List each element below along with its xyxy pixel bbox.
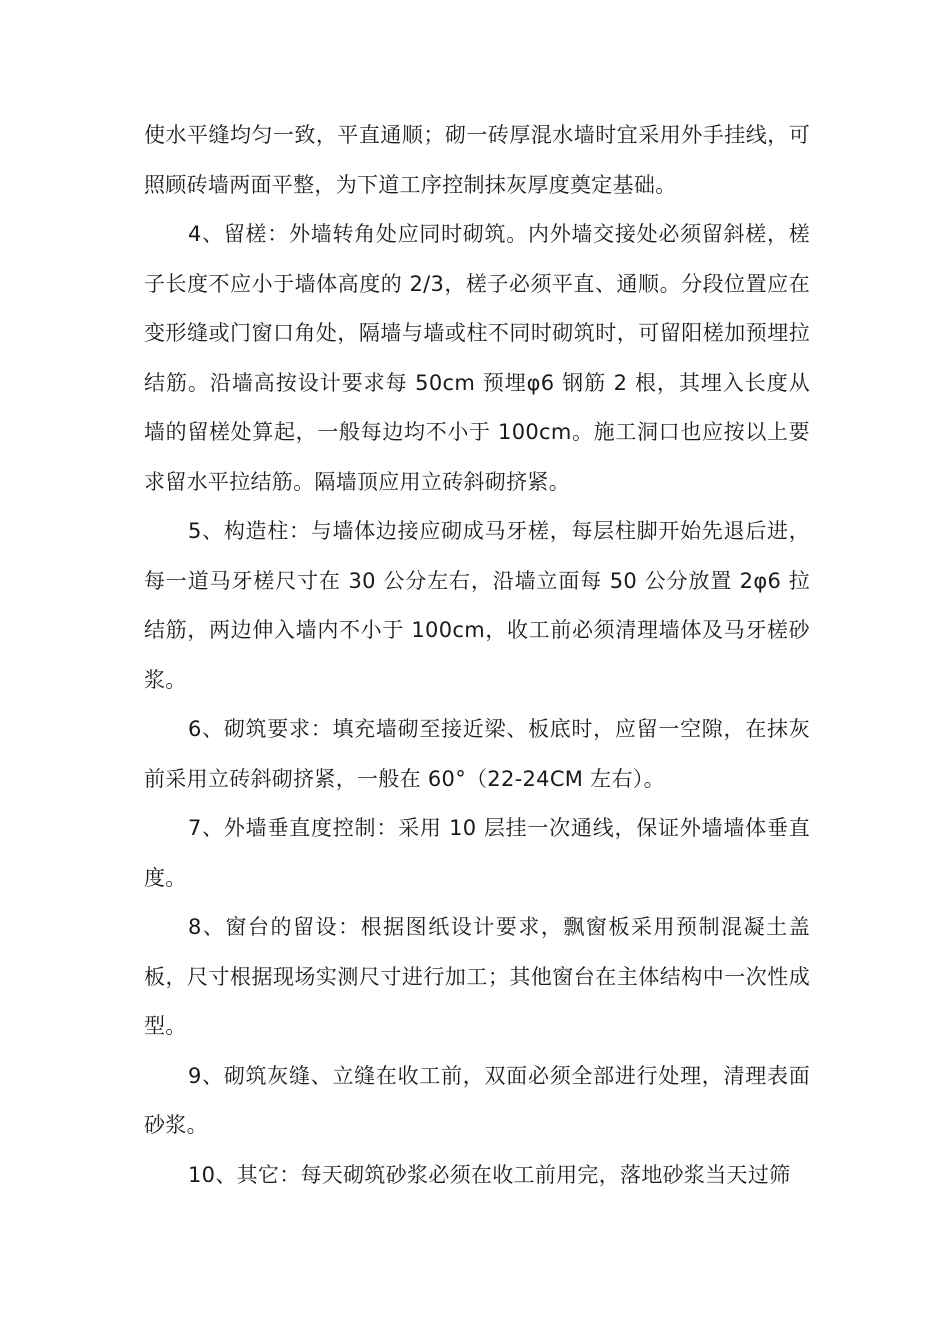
paragraph-mortar-joints: 9、砌筑灰缝、立缝在收工前，双面必须全部进行处理，清理表面砂浆。 xyxy=(144,1063,810,1137)
paragraph-masonry-requirements: 6、砌筑要求：填充墙砌至接近梁、板底时，应留一空隙，在抹灰前采用立砖斜砌挤紧，一般在 60°（22-24CM 左右）。 xyxy=(144,717,810,791)
document-body xyxy=(144,111,810,1200)
paragraph-continuation: 使水平缝均匀一致，平直通顺；砌一砖厚混水墙时宜采用外手挂线，可照顾砖墙两面平整，为下道工序控制抹灰厚度奠定基础。 xyxy=(144,123,810,197)
paragraph-window-sill: 8、窗台的留设：根据图纸设计要求，飘窗板采用预制混凝土盖板，尺寸根据现场实测尺寸进行加工；其他窗台在主体结构中一次性成型。 xyxy=(144,915,810,1038)
paragraph-other: 10、其它：每天砌筑砂浆必须在收工前用完，落地砂浆当天过筛 xyxy=(188,1162,791,1187)
paragraph-verticality-control: 7、外墙垂直度控制：采用 10 层挂一次通线，保证外墙墙体垂直度。 xyxy=(144,816,810,890)
paragraph-leaving-toothing: 4、留槎：外墙转角处应同时砌筑。内外墙交接处必须留斜槎，槎子长度不应小于墙体高度的 2/3，槎子必须平直、通顺。分段位置应在变形缝或门窗口角处，隔墙与墙或柱不同时砌筑时，可留阳槎加预埋拉结筋。沿墙高按设计要求每 50cm 预埋φ6 钢筋 2 根，其埋入长度从墙的留槎处算起，一般每边均不小于 100cm。施工洞口也应按以上要求留水平拉结筋。隔墙顶应用立砖斜砌挤紧。 xyxy=(144,222,810,494)
paragraph-structural-column: 5、构造柱：与墙体边接应砌成马牙槎，每层柱脚开始先退后进，每一道马牙槎尺寸在 30 公分左右，沿墙立面每 50 公分放置 2φ6 拉结筋，两边伸入墙内不小于 100cm，收工前必须清理墙体及马牙槎砂浆。 xyxy=(144,519,810,692)
